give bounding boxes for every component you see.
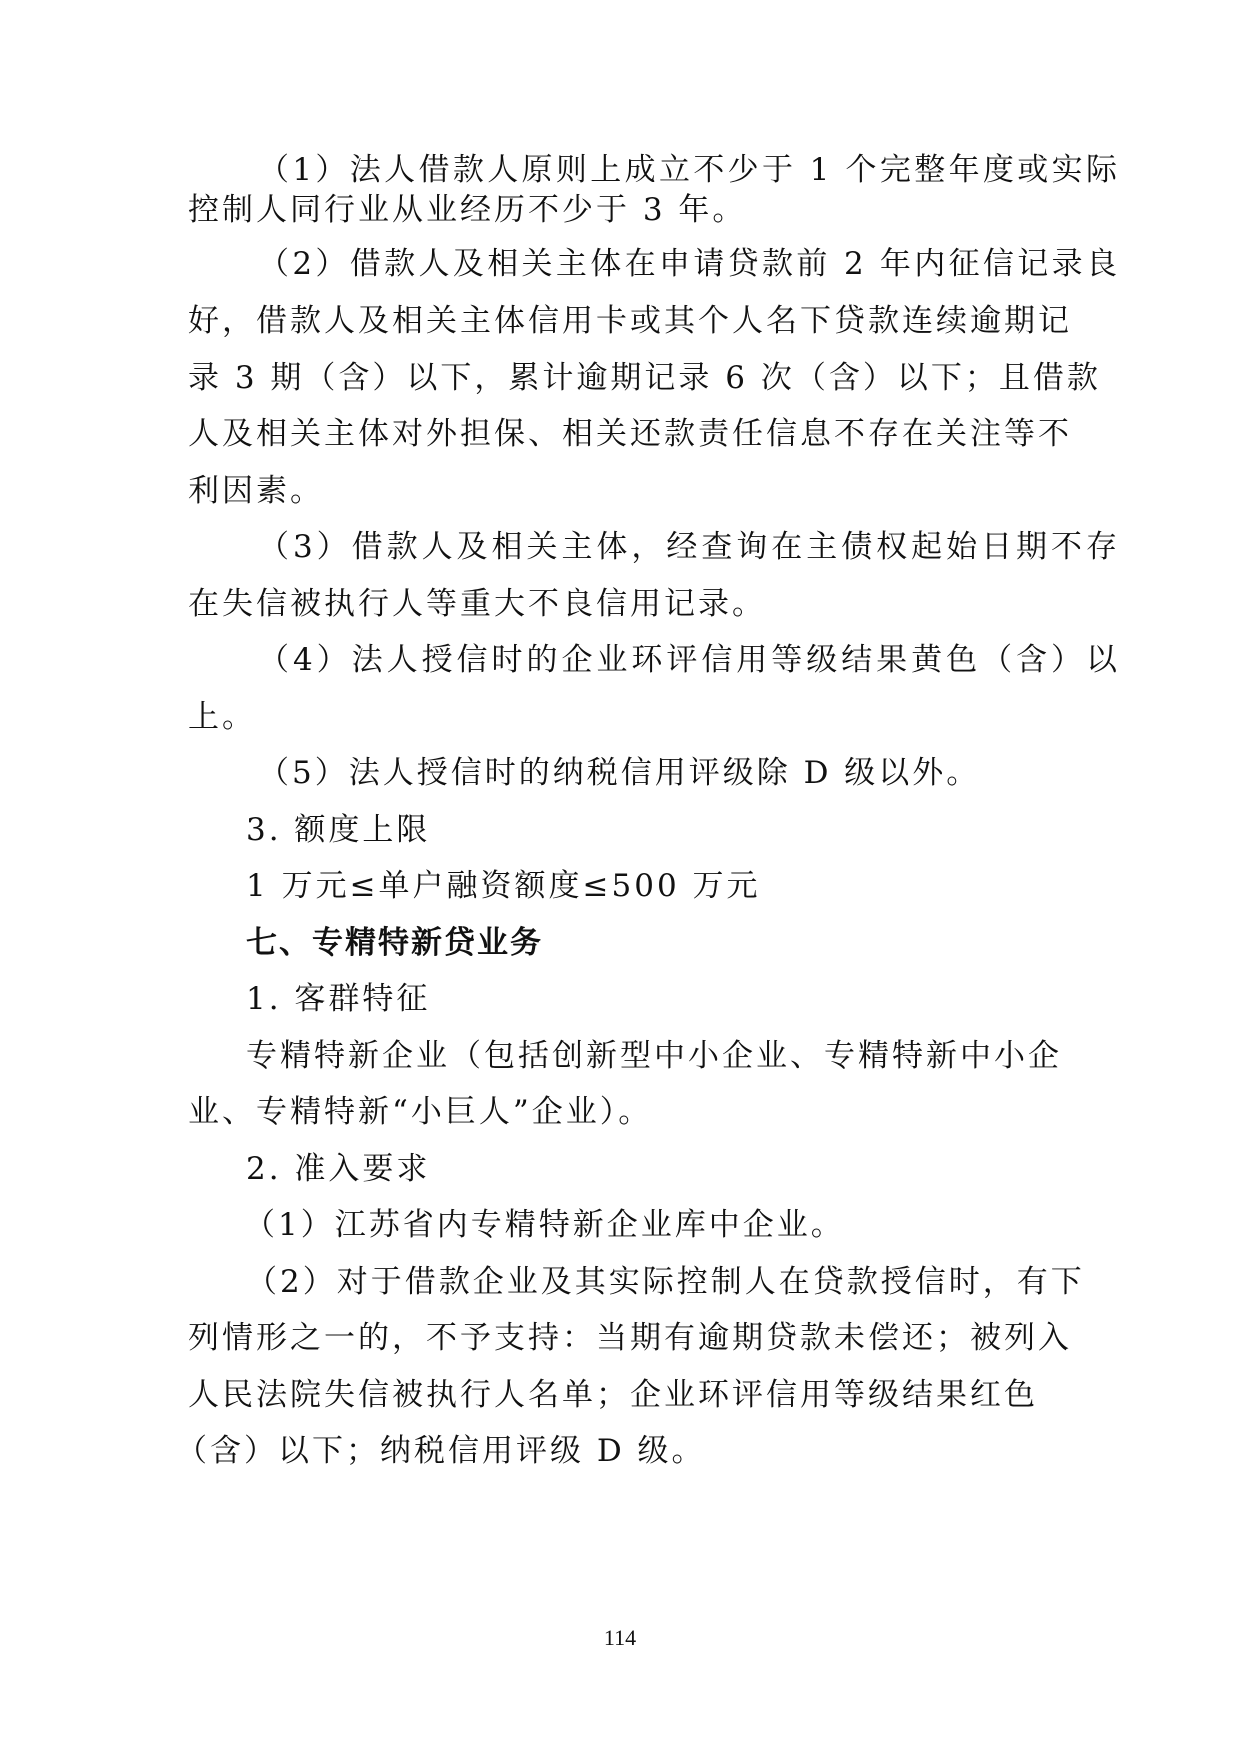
paragraph-line: 人及相关主体对外担保、相关还款责任信息不存在关注等不 — [188, 416, 1072, 452]
paragraph-line: 列情形之一的，不予支持：当期有逾期贷款未偿还；被列入 — [188, 1320, 1072, 1356]
paragraph-line: （2）借款人及相关主体在申请贷款前 2 年内征信记录良 — [258, 246, 1120, 282]
section-heading: 2. 准入要求 — [246, 1151, 431, 1187]
chapter-heading: 七、专精特新贷业务 — [246, 925, 543, 961]
paragraph-line: 控制人同行业从业经历不少于 3 年。 — [188, 192, 747, 228]
paragraph-line: 利因素。 — [188, 473, 324, 509]
paragraph-line: （1）江苏省内专精特新企业库中企业。 — [244, 1207, 845, 1243]
page-number: 114 — [603, 1625, 637, 1650]
paragraph-line: （3）借款人及相关主体，经查询在主债权起始日期不存 — [258, 529, 1120, 565]
section-heading: 3. 额度上限 — [246, 812, 431, 848]
paragraph-line: （4）法人授信时的企业环评信用等级结果黄色（含）以 — [258, 642, 1120, 678]
paragraph-line: 人民法院失信被执行人名单；企业环评信用等级结果红色 — [188, 1377, 1038, 1413]
paragraph-line: 1 万元≤单户融资额度≤500 万元 — [246, 868, 761, 904]
paragraph-line: 录 3 期（含）以下，累计逾期记录 6 次（含）以下；且借款 — [188, 360, 1101, 396]
paragraph-line: 好，借款人及相关主体信用卡或其个人名下贷款连续逾期记 — [188, 303, 1072, 339]
paragraph-line: 上。 — [188, 699, 256, 735]
paragraph-line: （1）法人借款人原则上成立不少于 1 个完整年度或实际 — [258, 152, 1120, 188]
paragraph-line: 业、专精特新“小巨人”企业）。 — [188, 1094, 653, 1130]
paragraph-line: （5）法人授信时的纳税信用评级除 D 级以外。 — [258, 755, 981, 791]
paragraph-line: 在失信被执行人等重大不良信用记录。 — [188, 586, 766, 622]
paragraph-line: （含）以下；纳税信用评级 D 级。 — [176, 1433, 706, 1469]
paragraph-line: 专精特新企业（包括创新型中小企业、专精特新中小企 — [246, 1038, 1062, 1074]
paragraph-line: （2）对于借款企业及其实际控制人在贷款授信时，有下 — [246, 1264, 1085, 1300]
section-heading: 1. 客群特征 — [246, 981, 431, 1017]
